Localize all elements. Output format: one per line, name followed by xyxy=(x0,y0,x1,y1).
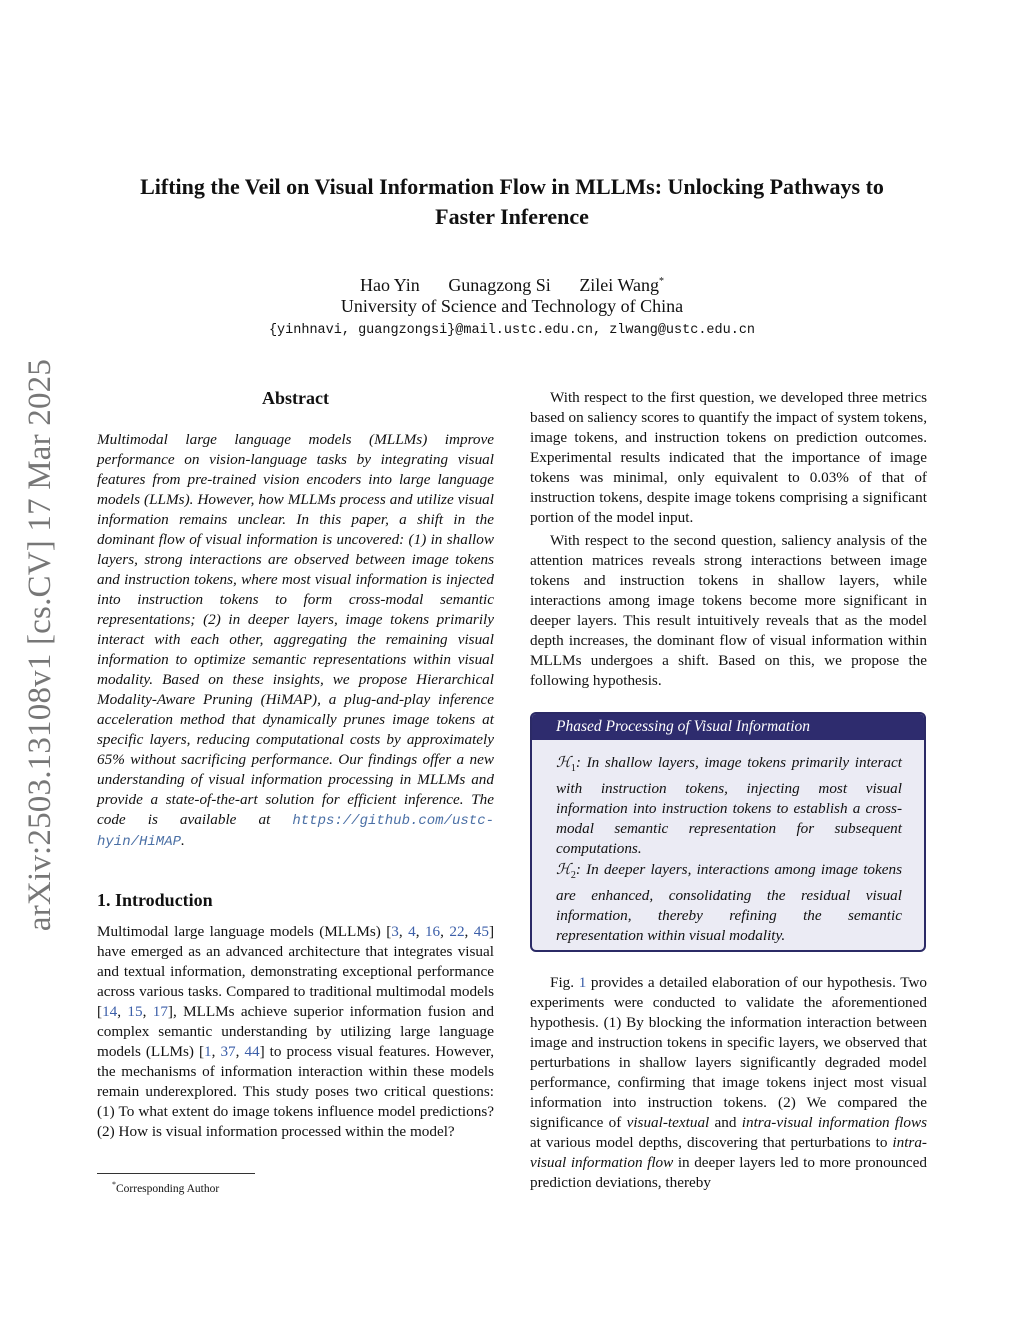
right-paragraph-2: With respect to the second question, saliency analysis of the attention matrices reveals strong interactions between image tokens and instruction tokens in shallow layers, while interactions among image tokens become more significant in deeper layers. This result intuitively reveals that as the model depth increases, the dominant flow of visual information within MLLMs undergoes a shift. Based on this, we propose the following hypothesis. xyxy=(530,532,927,689)
citation-link[interactable]: 37 xyxy=(220,1043,236,1060)
citation-link[interactable]: 16 xyxy=(424,923,441,940)
introduction-heading: 1. Introduction xyxy=(97,890,213,910)
author-emails: {yinhnavi, guangzongsi}@mail.ustc.edu.cn, zlwang@ustc.edu.cn xyxy=(268,323,756,338)
affiliation: University of Science and Technology of China xyxy=(340,296,684,316)
code-link[interactable]: https://github.com/ustc-hyin/HiMAP xyxy=(97,813,494,850)
citation-link[interactable]: 1 xyxy=(204,1043,212,1060)
right-paragraph-3: Fig. 1 provides a detailed elaboration of our hypothesis. Two experiments were conducted to validate the aforementioned hypothesis. (1) By blocking the information interaction between image and instruction tokens in specific layers, we observed that perturbations in shallow layers significantly degraded model performance, confirming that image tokens inject most visual information into instruction tokens. (2) We compared the significance of visual-textual and intra-visual information flows at various model depths, discovering that perturbations to intra-visual information flow in deeper layers led to more pronounced prediction deviations, thereby xyxy=(530,974,928,1191)
corresponding-mark: * xyxy=(659,276,665,287)
hypothesis-box xyxy=(530,712,926,952)
right-paragraph-1: With respect to the first question, we developed three metrics based on saliency scores to quantify the impact of system tokens, image tokens, and instruction tokens on prediction outcomes. Experimental results indicated that the importance of image tokens was minimal, only equivalent to 0.03% of that of instruction tokens, despite image tokens comprising a significant portion of the model input. xyxy=(530,389,927,526)
paper-title xyxy=(90,172,934,232)
hypothesis-box-title: Phased Processing of Visual Information xyxy=(532,714,924,740)
citation-link[interactable]: 4 xyxy=(408,923,416,940)
abstract-heading: Abstract xyxy=(262,388,329,408)
citation-link[interactable]: 44 xyxy=(244,1043,260,1060)
citation-link[interactable]: 22 xyxy=(449,923,465,940)
citation-link[interactable]: 15 xyxy=(127,1003,143,1020)
author-list xyxy=(0,270,1024,297)
citation-link[interactable]: 3 xyxy=(391,923,399,940)
author-name: Gunagzong Si xyxy=(448,275,551,295)
citation-link[interactable]: 14 xyxy=(102,1003,118,1020)
citation-link[interactable]: 45 xyxy=(473,923,489,940)
author-name: Hao Yin xyxy=(359,275,420,295)
footnote-divider xyxy=(97,1173,255,1174)
footnote: *Corresponding Author xyxy=(112,1180,220,1195)
title-line-1: Lifting the Veil on Visual Information Flow in MLLMs: Unlocking Pathways to xyxy=(140,174,884,199)
abstract-body: Multimodal large language models (MLLMs) improve performance on vision-language tasks by integrating visual features from pre-trained vision encoders into large language models (LLMs). However, how MLLMs process and utilize visual information remains unclear. In this paper, a shift in the dominant flow of visual information is uncovered: (1) in shallow layers, strong interactions are observed between image tokens and instruction tokens, where most visual information is injected into instruction tokens to form cross-modal semantic representations; (2) in deeper layers, image tokens primarily interact with each other, aggregating the remaining visual information to optimize semantic representations within visual modality. Based on these insights, we propose Hierarchical Modality-Aware Pruning (HiMAP), a plug-and-play inference acceleration method that dynamically prunes image tokens at specific layers, reducing computational costs by approximately 65% without sacrificing performance. Our findings offer a new understanding of visual information processing in MLLMs and provide a state-of-the-art solution for efficient inference. The code is available at https://github.com/ustc-hyin/HiMAP. xyxy=(97,431,494,850)
hypothesis-1: ℋ$_1$: In shallow layers, image tokens primarily interact with instruction tokens, injecting most visual information into instruction tokens to establish a cross-modal semantic representation for subsequent computations. xyxy=(556,753,902,858)
title-line-2: Faster Inference xyxy=(435,204,589,229)
hypothesis-2: ℋ$_2$: In deeper layers, interactions among image tokens are enhanced, consolidating the residual visual information, thereby refining the semantic representation within visual modality. xyxy=(556,860,902,945)
citation-link[interactable]: 17 xyxy=(152,1003,168,1020)
introduction-body: Multimodal large language models (MLLMs) [3, 4, 16, 22, 45] have emerged as an advanced architecture that integrates visual and textual information, demonstrating exceptional performance across various tasks. Compared to traditional multimodal models [14, 15, 17], MLLMs achieve superior information fusion and complex semantic understanding by utilizing large language models (LLMs) [1, 37, 44] to process visual features. However, the mechanisms of information interaction within these models remain underexplored. This study poses two critical questions: (1) To what extent do image tokens influence model predictions? (2) How is visual information processed within the model? xyxy=(97,923,495,1140)
author-name: Zilei Wang* xyxy=(579,275,665,295)
figure-link[interactable]: 1 xyxy=(578,974,587,991)
arxiv-stamp: arXiv:2503.13108v1 [cs.CV] 17 Mar 2025 xyxy=(22,358,58,932)
abstract-text: Multimodal large language models (MLLMs) improve performance on vision-language tasks by integrating visual features from pre-trained vision encoders into large language models (LLMs). However, how MLLMs process and utilize visual information remains unclear. In this paper, a shift in the dominant flow of visual information is uncovered: (1) in shallow layers, strong interactions are observed between image tokens and instruction tokens, where most visual information is injected into instruction tokens to form cross-modal semantic representations; (2) in deeper layers, image tokens primarily interact with each other, aggregating the remaining visual information to optimize semantic representations within visual modality. Based on these insights, we propose Hierarchical Modality-Aware Pruning (HiMAP), a plug-and-play inference acceleration method that dynamically prunes image tokens at specific layers, reducing computational costs by approximately 65% without sacrificing performance. Our findings offer a new understanding of visual information processing in MLLMs and provide a state-of-the-art solution for efficient inference. The code is available at xyxy=(97,431,494,828)
